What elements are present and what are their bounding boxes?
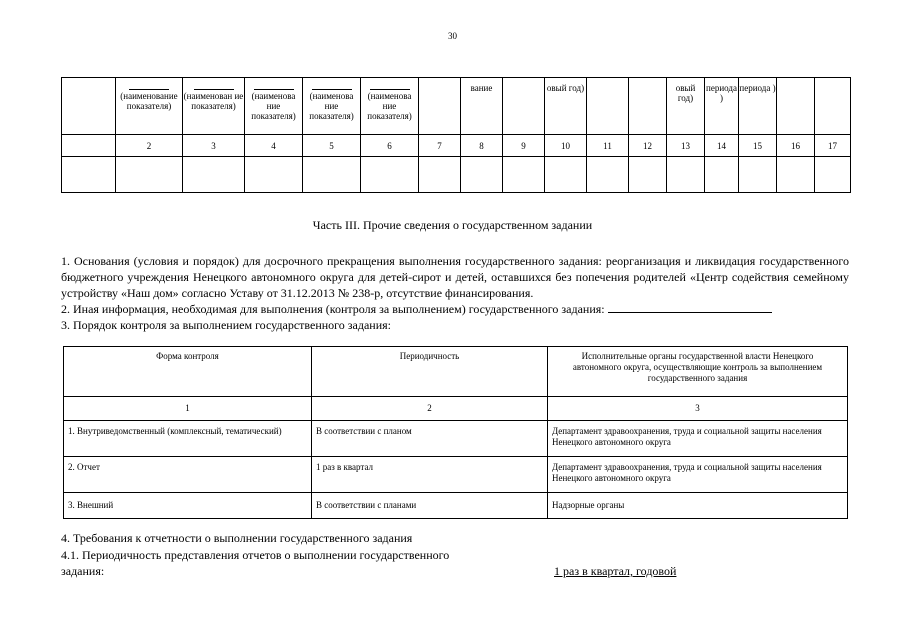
table-cell bbox=[629, 78, 667, 135]
column-number: 3 bbox=[548, 397, 848, 421]
reporting-periodicity-line2 bbox=[61, 563, 849, 579]
header-organ: Исполнительные органы государственной власти Ненецкого автономного округа, осуществляющие контроль за выполнением государственного задания bbox=[548, 347, 848, 397]
table-cell bbox=[667, 78, 705, 135]
table-cell bbox=[705, 78, 739, 135]
column-number-row bbox=[62, 135, 851, 157]
indicator-header: (наименован ие показателя) bbox=[183, 91, 244, 111]
header-fragment: вание bbox=[470, 83, 493, 93]
table-row bbox=[64, 421, 848, 457]
table-cell bbox=[461, 78, 503, 135]
table-cell bbox=[245, 78, 303, 135]
table-cell bbox=[62, 135, 116, 157]
table-cell bbox=[303, 78, 361, 135]
control-period: В соответствии с планами bbox=[312, 493, 548, 519]
table-cell bbox=[116, 78, 183, 135]
column-number: 4 bbox=[245, 135, 303, 157]
column-number: 13 bbox=[667, 135, 705, 157]
table-cell bbox=[303, 157, 361, 193]
fill-in-line bbox=[608, 302, 772, 313]
column-number-row bbox=[64, 397, 848, 421]
indicator-header: (наименова ние показателя) bbox=[309, 91, 354, 121]
indicator-header: (наименова ние показателя) bbox=[367, 91, 412, 121]
table-header-row bbox=[64, 347, 848, 397]
header-period: Периодичность bbox=[312, 347, 548, 397]
control-organ: Департамент здравоохранения, труда и социальной защиты населения Ненецкого автономного округа bbox=[548, 457, 848, 493]
control-form: 3. Внешний bbox=[64, 493, 312, 519]
header-fragment: периода ) bbox=[706, 83, 737, 103]
table-cell bbox=[62, 157, 116, 193]
column-number: 7 bbox=[419, 135, 461, 157]
table-cell bbox=[183, 78, 245, 135]
table-cell bbox=[815, 78, 851, 135]
table-row bbox=[64, 493, 848, 519]
other-info-paragraph bbox=[61, 301, 849, 317]
header-fragment: овый год) bbox=[675, 83, 696, 103]
table-cell bbox=[739, 78, 777, 135]
header-fragment: периода ) bbox=[739, 83, 776, 93]
table-cell bbox=[545, 157, 587, 193]
table-cell bbox=[116, 157, 183, 193]
reporting-periodicity-value: 1 раз в квартал, годовой bbox=[554, 564, 677, 578]
table-cell bbox=[503, 78, 545, 135]
table-cell bbox=[545, 78, 587, 135]
column-number: 10 bbox=[545, 135, 587, 157]
control-period: 1 раз в квартал bbox=[312, 457, 548, 493]
table-cell bbox=[361, 78, 419, 135]
control-table bbox=[63, 346, 848, 519]
part3-title: Часть III. Прочие сведения о государственном задании bbox=[312, 218, 593, 232]
reporting-periodicity-line1: 4.1. Периодичность представления отчетов о выполнении государственного bbox=[61, 548, 450, 562]
control-organ: Надзорные органы bbox=[548, 493, 848, 519]
indicator-table bbox=[61, 77, 851, 193]
header-fragment: овый год) bbox=[546, 83, 585, 93]
table-cell bbox=[739, 157, 777, 193]
table-cell bbox=[587, 157, 629, 193]
indicator-header: (наименова ние показателя) bbox=[251, 91, 296, 121]
other-info-text: 2. Иная информация, необходимая для выполнения (контроля за выполнением) государственного задания: bbox=[61, 302, 605, 316]
table-row bbox=[64, 457, 848, 493]
table-cell bbox=[705, 157, 739, 193]
empty-data-row bbox=[62, 157, 851, 193]
table-header-row bbox=[62, 78, 851, 135]
table-cell bbox=[361, 157, 419, 193]
column-number: 2 bbox=[312, 397, 548, 421]
control-form: 1. Внутриведомственный (комплексный, тематический) bbox=[64, 421, 312, 457]
reporting-heading: 4. Требования к отчетности о выполнении государственного задания bbox=[61, 531, 413, 545]
indicator-header: (наименование показателя) bbox=[120, 91, 178, 111]
column-number: 14 bbox=[705, 135, 739, 157]
table-cell bbox=[815, 157, 851, 193]
table-cell bbox=[183, 157, 245, 193]
column-number: 2 bbox=[116, 135, 183, 157]
table-cell bbox=[245, 157, 303, 193]
column-number: 3 bbox=[183, 135, 245, 157]
control-form: 2. Отчет bbox=[64, 457, 312, 493]
column-number: 12 bbox=[629, 135, 667, 157]
control-period: В соответствии с планом bbox=[312, 421, 548, 457]
column-number: 9 bbox=[503, 135, 545, 157]
table-cell bbox=[667, 157, 705, 193]
table-cell bbox=[461, 157, 503, 193]
reporting-periodicity-label: задания: bbox=[61, 564, 105, 578]
table-cell bbox=[777, 157, 815, 193]
column-number: 15 bbox=[739, 135, 777, 157]
page-number: 30 bbox=[448, 31, 457, 41]
table-cell bbox=[419, 78, 461, 135]
table-cell bbox=[419, 157, 461, 193]
table-cell bbox=[62, 78, 116, 135]
column-number: 1 bbox=[64, 397, 312, 421]
table-cell bbox=[629, 157, 667, 193]
control-order-heading: 3. Порядок контроля за выполнением государственного задания: bbox=[61, 318, 391, 332]
column-number: 5 bbox=[303, 135, 361, 157]
table-cell bbox=[777, 78, 815, 135]
grounds-paragraph: 1. Основания (условия и порядок) для досрочного прекращения выполнения государственного задания: реорганизация и ликвидация государственного бюджетного учреждения Ненецкого автономного округа для детей-сирот и детей, оставшихся без попечения родителей «Центр содействия семейному устройству «Наш дом» согласно Уставу от 31.12.2013 № 238-р, отсутствие финансирования. bbox=[61, 254, 849, 300]
table-cell bbox=[587, 78, 629, 135]
control-organ: Департамент здравоохранения, труда и социальной защиты населения Ненецкого автономного округа bbox=[548, 421, 848, 457]
column-number: 6 bbox=[361, 135, 419, 157]
table-cell bbox=[503, 157, 545, 193]
column-number: 17 bbox=[815, 135, 851, 157]
header-form: Форма контроля bbox=[64, 347, 312, 397]
column-number: 8 bbox=[461, 135, 503, 157]
column-number: 16 bbox=[777, 135, 815, 157]
column-number: 11 bbox=[587, 135, 629, 157]
